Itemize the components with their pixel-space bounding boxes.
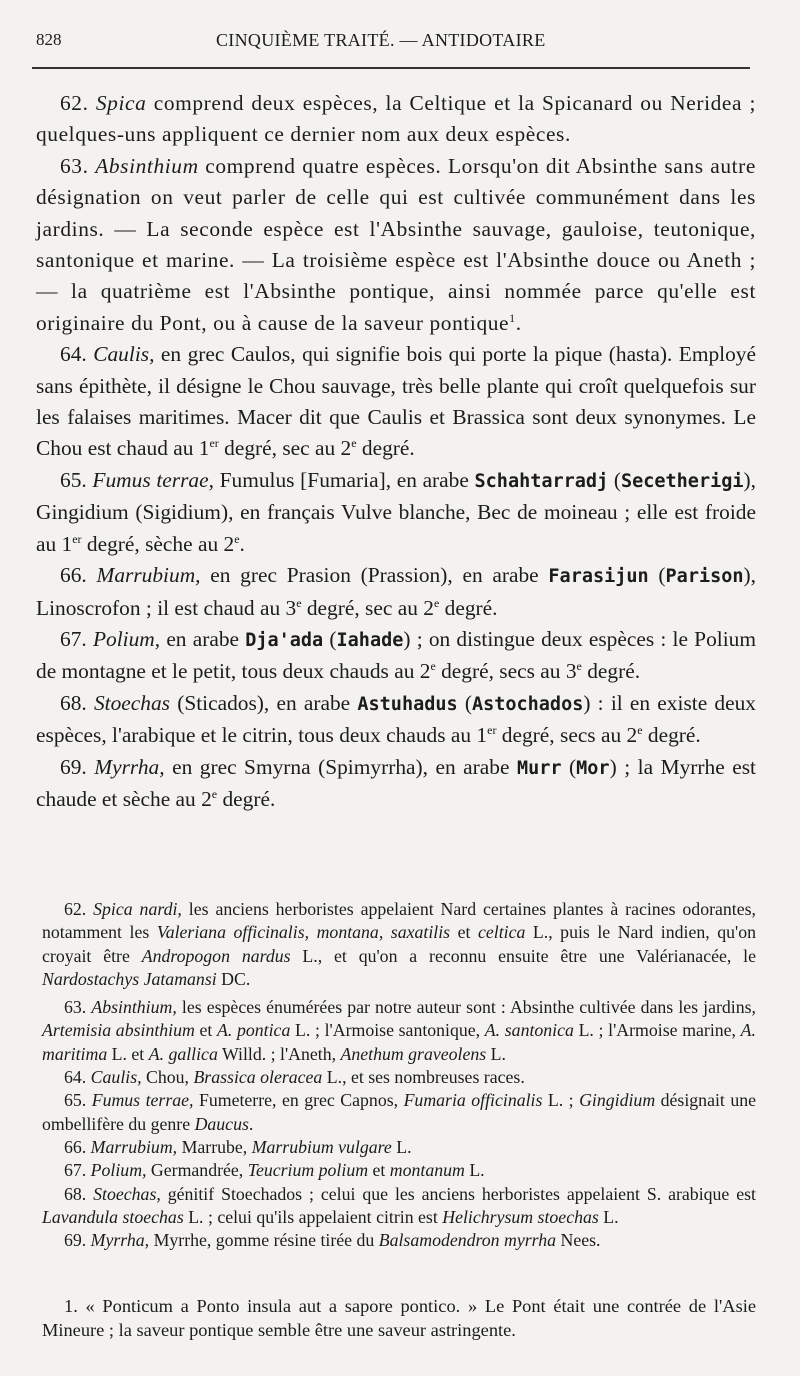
note-64 — [42, 1066, 756, 1089]
note-term: Caulis, — [90, 1067, 142, 1088]
entry-text: ( — [608, 467, 621, 492]
entry-text: comprend deux espèces, la Celtique et la Spicanard ou Neridea ; quelques-uns appliquent ce dernier nom aux deux espèces. — [36, 91, 756, 147]
botanical-name: Teucrium polium — [247, 1160, 369, 1181]
botanical-name: Brassica oleracea — [193, 1067, 323, 1088]
entry-text: ), Gingidium (Sigidium), en français Vulve blanche, Bec de moineau ; elle est froide au 1 — [36, 467, 756, 556]
note-text: Willd. ; l'Aneth, — [217, 1043, 341, 1064]
arabic-name: Dja'ada — [245, 629, 324, 651]
entry-text: en grec Caulos, qui signifie bois qui porte la pique (hasta). Employé sans épithète, il désigne le Chou sauvage, très belle plante qui croît quelquefois sur les falaises maritimes. Macer dit que Caulis et Brassica sont deux synonymes. Le Chou est chaud au 1 — [36, 342, 756, 461]
arabic-name: Murr — [516, 757, 562, 779]
note-text: DC. — [216, 968, 251, 989]
note-text: Fumeterre, en grec Capnos, — [193, 1090, 404, 1111]
note-number: 62. — [64, 899, 94, 919]
ordinal-sup: e — [637, 723, 643, 737]
note-number: 67. — [64, 1160, 91, 1181]
note-number: 66. — [64, 1136, 91, 1157]
botanical-name: Gingidium — [579, 1090, 656, 1111]
main-text — [36, 88, 756, 815]
botanical-name: Andropogon nardus — [141, 945, 291, 966]
arabic-name-variant: Secetherigi — [620, 470, 744, 492]
entry-67 — [36, 624, 756, 688]
note-text: et — [450, 922, 478, 943]
entry-62 — [36, 88, 756, 151]
ordinal-sup: e — [430, 659, 436, 674]
entry-text-end: . — [515, 310, 522, 335]
arabic-name-variant: Parison — [665, 566, 744, 588]
note-text: L. — [598, 1206, 619, 1227]
note-text: L. ; l'Armoise santonique, — [290, 1020, 485, 1041]
entry-number: 67. — [60, 626, 87, 651]
arabic-name-variant: Mor — [576, 757, 610, 779]
note-text: . — [248, 1113, 254, 1134]
entry-text: degré, secs au 3 — [435, 659, 577, 684]
botanical-name: Valeriana officinalis, montana, saxatilis — [156, 922, 451, 943]
note-text: L. — [391, 1136, 412, 1157]
botanical-name: Daucus — [194, 1113, 249, 1134]
entry-69 — [36, 752, 756, 816]
note-text: L., et qu'on a reconnu ensuite être une Valérianacée, le — [290, 945, 757, 966]
botanical-name: Lavandula stoechas — [42, 1206, 184, 1227]
botanical-name: Marrubium vulgare — [251, 1136, 392, 1157]
note-text: Myrrhe, gomme résine tirée du — [149, 1230, 379, 1251]
note-text: les anciens herboristes appelaient Nard certaines plantes à racines odorantes, notamment les — [42, 899, 756, 943]
botanical-name: montanum — [389, 1160, 465, 1181]
entry-63 — [36, 151, 756, 339]
entry-term: Marrubium, — [96, 563, 201, 588]
note-65 — [42, 1089, 756, 1136]
note-text: Germandrée, — [146, 1160, 248, 1181]
note-term: Stoechas, — [93, 1183, 161, 1204]
note-term: Marrubium, — [90, 1136, 178, 1157]
entry-65 — [36, 465, 756, 560]
footnote-ref: 1 — [509, 310, 516, 325]
note-66 — [42, 1136, 756, 1159]
entry-number: 62. — [60, 91, 89, 115]
entry-term: Absinthium — [95, 153, 199, 178]
arabic-name: Schahtarradj — [474, 470, 609, 492]
ordinal-sup: er — [487, 723, 497, 737]
entry-text: degré. — [356, 436, 415, 461]
entry-number: 63. — [60, 153, 89, 178]
running-title: CINQUIÈME TRAITÉ. — ANTIDOTAIRE — [216, 30, 546, 50]
note-term: Absinthium, — [91, 997, 177, 1018]
botanical-name: Helichrysum stoechas — [442, 1206, 599, 1227]
entry-number: 69. — [60, 754, 87, 779]
note-number: 64. — [64, 1067, 91, 1088]
ordinal-sup: e — [211, 786, 218, 801]
entry-text: ) ; la Myrrhe est chaude et sèche au 2 — [36, 754, 756, 811]
arabic-name: Astuhadus — [357, 693, 458, 715]
botanical-name: Nardostachys Jatamansi — [42, 968, 217, 989]
note-text: L., et ses nombreuses races. — [322, 1067, 525, 1088]
entry-text: ) ; on distingue deux espèces : le Polium de montagne et le petit, tous deux chauds au 2 — [36, 626, 756, 684]
ordinal-sup: e — [576, 659, 582, 674]
note-text: et — [368, 1160, 390, 1181]
botanical-name: A. pontica — [217, 1020, 291, 1041]
botanical-name: Balsamodendron myrrha — [378, 1230, 557, 1251]
note-68 — [42, 1183, 756, 1230]
entry-text: degré, sèche au 2 — [81, 531, 235, 556]
note-text: L. ; l'Armoise marine, — [573, 1020, 741, 1041]
entry-number: 64. — [60, 342, 87, 367]
entry-text: ( — [648, 563, 666, 588]
botanical-name: Anethum graveolens — [340, 1043, 487, 1064]
entry-text: en grec Prasion (Prassion), en arabe — [200, 563, 549, 588]
footnote-1 — [42, 1295, 756, 1342]
note-text: Chou, — [141, 1067, 194, 1088]
entry-text: ( — [561, 754, 577, 779]
note-62 — [42, 898, 756, 991]
note-67 — [42, 1159, 756, 1182]
note-text: et — [194, 1020, 218, 1041]
entry-term: Fumus terrae, — [92, 467, 214, 492]
botanical-name: Fumaria officinalis — [403, 1090, 543, 1111]
ordinal-sup: er — [72, 531, 82, 546]
entry-64 — [36, 339, 756, 465]
footnote-text: « Ponticum a Ponto insula aut a sapore pontico. » Le Pont était une contrée de l'Asie Mineure ; la saveur pontique semble être une saveur astringente. — [42, 1296, 756, 1340]
entry-text: degré, sec au 2 — [301, 595, 434, 620]
entry-text: . — [239, 531, 245, 556]
running-header — [36, 30, 750, 56]
botanical-name: A. santonica — [484, 1020, 574, 1041]
note-number: 65. — [64, 1090, 92, 1111]
note-text: les espèces énumérées par notre auteur sont : Absinthe cultivée dans les jardins, — [176, 997, 757, 1018]
note-number: 69. — [64, 1230, 91, 1251]
page-number: 828 — [36, 30, 62, 49]
entry-text: degré, secs au 2 — [496, 723, 638, 748]
header-rule — [32, 67, 750, 69]
entry-text: (Sticados), en arabe — [170, 690, 358, 715]
note-text: génitif Stoechados ; celui que les anciens herboristes appelaient S. arabique est — [160, 1183, 756, 1204]
note-term: Fumus terrae, — [91, 1090, 194, 1111]
note-text: L. ; — [542, 1090, 580, 1111]
entry-term: Spica — [95, 91, 147, 115]
entry-term: Polium, — [92, 626, 161, 651]
note-number: 68. — [64, 1183, 94, 1204]
entry-68 — [36, 688, 756, 752]
entry-text: degré. — [642, 723, 701, 748]
ordinal-sup: e — [234, 531, 240, 546]
entry-text: degré. — [581, 659, 641, 684]
note-text: L. — [464, 1160, 485, 1181]
commentary-notes — [42, 898, 756, 1252]
note-63 — [42, 996, 756, 1066]
arabic-name: Farasijun — [548, 566, 649, 588]
botanical-name: A. maritima — [42, 1020, 756, 1064]
note-text: L. et — [107, 1043, 149, 1064]
entry-text: ( — [323, 626, 337, 651]
ordinal-sup: er — [209, 436, 219, 451]
entry-term: Stoechas — [93, 690, 170, 715]
arabic-name-variant: Iahade — [336, 629, 404, 651]
entry-number: 68. — [60, 690, 87, 715]
ordinal-sup: e — [296, 595, 302, 610]
arabic-name-variant: Astochados — [471, 693, 584, 715]
note-text: L. ; celui qu'ils appelaient citrin est — [183, 1206, 443, 1227]
entry-number: 66. — [60, 563, 87, 588]
note-term: Spica nardi, — [93, 899, 182, 919]
note-text: L. — [486, 1043, 506, 1064]
footnote — [42, 1295, 756, 1342]
ordinal-sup: e — [351, 436, 357, 451]
entry-text: en arabe — [160, 626, 246, 651]
botanical-name: A. gallica — [148, 1043, 218, 1064]
entry-text: ( — [457, 690, 472, 715]
note-number: 63. — [64, 997, 92, 1018]
entry-term: Caulis, — [93, 342, 155, 367]
entry-66 — [36, 560, 756, 624]
ordinal-sup: e — [433, 595, 440, 610]
footnote-mark: 1. — [64, 1296, 78, 1316]
entry-text: ) : il en existe deux espèces, l'arabique et le citrin, tous deux chauds au 1 — [36, 690, 756, 748]
entry-text: comprend quatre espèces. Lorsqu'on dit Absinthe sans autre désignation on veut parler de celle qui est cultivée communément dans les jardins. — La seconde espèce est l'Absinthe sauvage, gauloise, teutonique, santonique et marine. — La troisième espèce est l'Absinthe douce ou Aneth ; — la quatrième est l'Absinthe pontique, ainsi nommée parce qu'elle est originaire du Pont, ou à cause de la saveur pontique — [36, 153, 756, 335]
entry-term: Myrrha, — [94, 754, 165, 779]
note-text: désignait une ombellifère du genre — [42, 1090, 756, 1134]
entry-text: ), Linoscrofon ; il est chaud au 3 — [36, 563, 756, 620]
note-text: L., puis le Nard indien, qu'on croyait être — [42, 922, 756, 966]
note-text: Nees. — [556, 1230, 601, 1251]
note-69 — [42, 1229, 756, 1252]
note-text: Marrube, — [177, 1136, 252, 1157]
entry-text: degré. — [217, 786, 276, 811]
botanical-name: celtica — [477, 922, 526, 943]
entry-text: degré. — [439, 595, 498, 620]
entry-text: Fumulus [Fumaria], en arabe — [213, 467, 475, 492]
entry-number: 65. — [60, 467, 87, 492]
note-term: Myrrha, — [90, 1230, 150, 1251]
note-term: Polium, — [90, 1160, 147, 1181]
botanical-name: Artemisia absinthium — [42, 1020, 195, 1041]
entry-text: degré, sec au 2 — [218, 436, 352, 461]
entry-text: en grec Smyrna (Spimyrrha), en arabe — [164, 754, 517, 779]
